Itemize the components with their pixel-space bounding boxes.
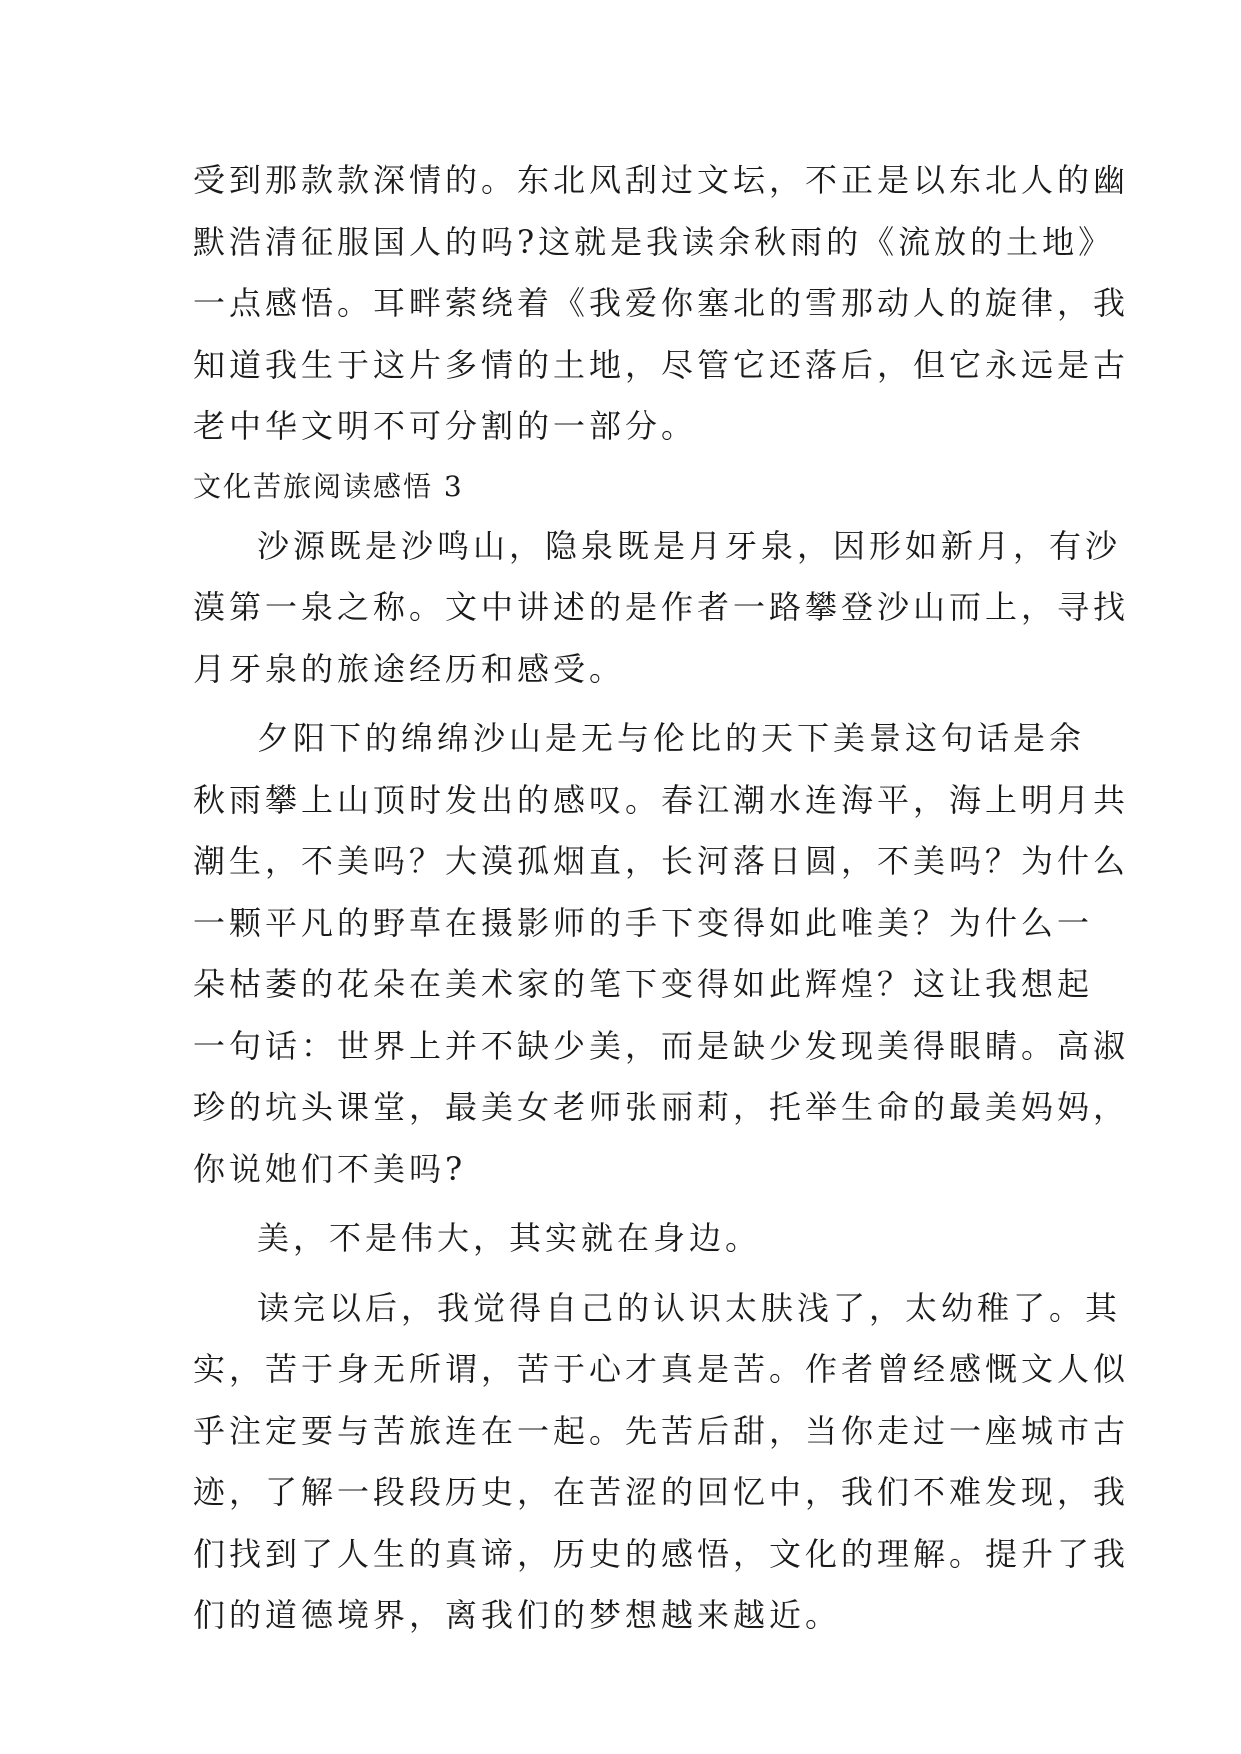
text-line: 老中华文明不可分割的一部分。 [193, 407, 698, 445]
text-line: 一句话：世界上并不缺少美，而是缺少发现美得眼睛。高淑 [193, 1026, 1130, 1065]
paragraph-1 [193, 516, 1130, 701]
text-line: 默浩清征服国人的吗?这就是我读余秋雨的《流放的土地》 [193, 222, 1115, 261]
text-line: 潮生，不美吗？大漠孤烟直，长河落日圆，不美吗？为什么 [193, 842, 1130, 880]
document-body [193, 150, 1130, 1647]
paragraph-3 [193, 1208, 1053, 1270]
paragraph-spacer [193, 1200, 1053, 1208]
paragraph-4 [193, 1278, 1130, 1647]
text-line: 一颗平凡的野草在摄影师的手下变得如此唯美？为什么一 [193, 903, 1094, 942]
text-line: 朵枯萎的花朵在美术家的笔下变得如此辉煌？这让我想起 [193, 965, 1094, 1003]
text-line: 知道我生于这片多情的土地，尽管它还落后，但它永远是古 [193, 345, 1130, 384]
continued-paragraph [193, 150, 1130, 458]
paragraph-2 [193, 708, 1130, 1200]
text-line: 读完以后，我觉得自己的认识太肤浅了，太幼稚了。其 [257, 1288, 1122, 1327]
text-line: 们找到了人生的真谛，历史的感悟，文化的理解。提升了我 [193, 1534, 1130, 1573]
paragraph-spacer [193, 700, 1053, 708]
paragraph-spacer [193, 1270, 1053, 1278]
text-line: 珍的坑头课堂，最美女老师张丽莉，托举生命的最美妈妈， [193, 1088, 1130, 1126]
section-title: 文化苦旅阅读感悟 3 [193, 469, 464, 503]
text-line: 实，苦于身无所谓，苦于心才真是苦。作者曾经感慨文人似 [193, 1350, 1130, 1388]
text-line: 迹，了解一段段历史，在苦涩的回忆中，我们不难发现，我 [193, 1473, 1130, 1511]
text-line: 美，不是伟大，其实就在身边。 [257, 1219, 762, 1257]
text-line: 月牙泉的旅途经历和感受。 [193, 649, 626, 688]
text-line: 漠第一泉之称。文中讲述的是作者一路攀登沙山而上，寻找 [193, 588, 1130, 626]
text-line: 一点感悟。耳畔萦绕着《我爱你塞北的雪那动人的旋律，我 [193, 284, 1130, 322]
text-line: 秋雨攀上山顶时发出的感叹。春江潮水连海平，海上明月共 [193, 780, 1130, 819]
text-line: 们的道德境界，离我们的梦想越来越近。 [193, 1596, 842, 1634]
text-line: 受到那款款深情的。东北风刮过文坛，不正是以东北人的幽 [193, 161, 1130, 199]
text-line: 你说她们不美吗? [193, 1149, 467, 1188]
text-line: 夕阳下的绵绵沙山是无与伦比的天下美景这句话是余 [257, 719, 1086, 757]
text-line: 乎注定要与苦旅连在一起。先苦后甜，当你走过一座城市古 [193, 1411, 1130, 1450]
text-line: 沙源既是沙鸣山，隐泉既是月牙泉，因形如新月，有沙 [257, 526, 1122, 565]
